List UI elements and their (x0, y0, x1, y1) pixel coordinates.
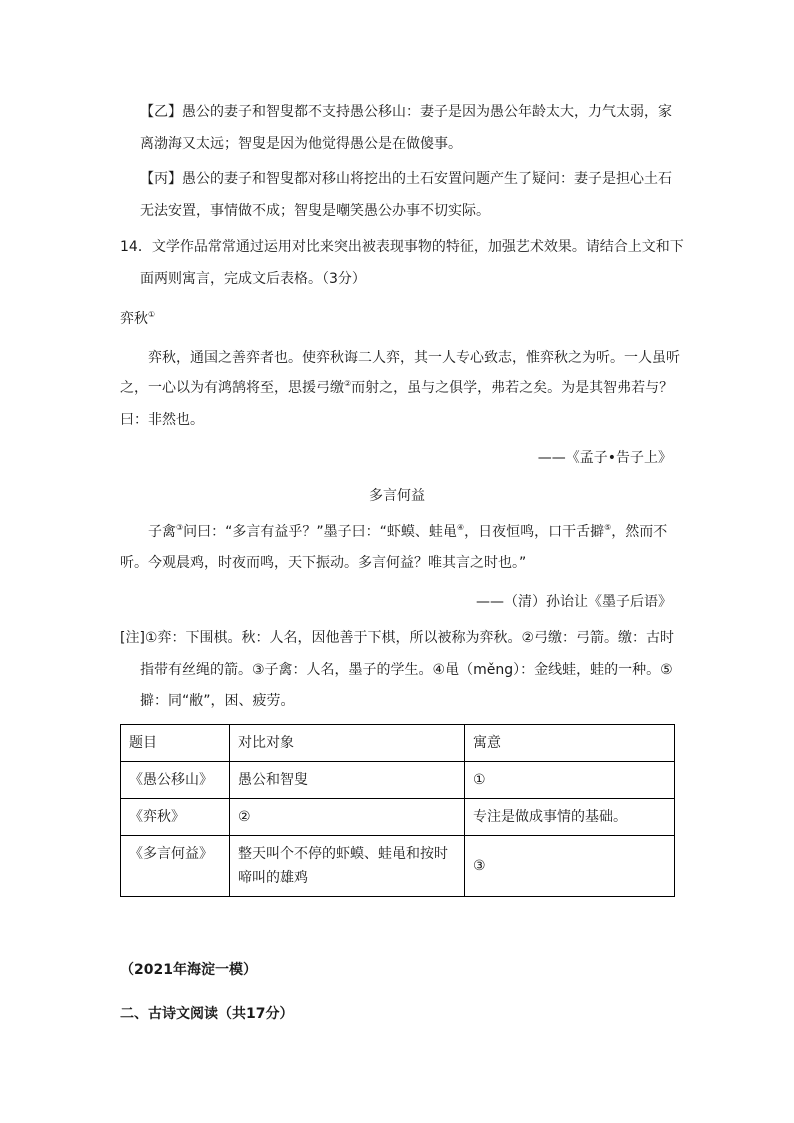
question-14-line2: 面两则寓言，完成文后表格。（3分） (140, 271, 366, 287)
option-yi-line2: 离渤海又太远；智叟是因为他觉得愚公是在做傻事。 (140, 136, 462, 152)
table-header-cell: 寓意 (465, 725, 675, 762)
footnote-marker: ④ (456, 523, 465, 532)
option-bing-line2: 无法安置，事情做不成；智叟是嘲笑愚公办事不切实际。 (140, 203, 490, 219)
table-row (121, 836, 675, 897)
table-row (121, 799, 675, 836)
passage-2-source: ——（清）孙诒让《墨子后语》 (476, 594, 672, 610)
footnote-marker: ⑤ (604, 523, 612, 532)
table-cell: 愚公和智叟 (230, 762, 465, 799)
passage-1-line2-part: 而射之，虽与之俱学，弗若之矣。为是其智弗若与？ (351, 380, 674, 396)
passage-1-line1: 弈秋，通国之善弈者也。使弈秋诲二人弈，其一人专心致志，惟弈秋之为听。一人虽听 (148, 350, 680, 366)
table-cell: ② (230, 799, 465, 836)
footnote-marker: ③ (176, 523, 184, 532)
section-heading: 二、古诗文阅读（共17分） (120, 1006, 294, 1022)
table-row (121, 762, 675, 799)
passage-2-line1-part: ，日夜恒鸣，口干舌擗 (464, 524, 605, 540)
passage-1-source: ——《孟子•告子上》 (537, 450, 672, 466)
passage-1-line2-part: 之，一心以为有鸿鹄将至，思援弓缴 (120, 380, 344, 396)
table-cell: 《弈秋》 (121, 799, 230, 836)
passage-1-line2 (120, 378, 673, 398)
comparison-table (120, 724, 675, 897)
table-cell: ① (465, 762, 675, 799)
option-bing-line1: 【丙】愚公的妻子和智叟都对移山将挖出的土石安置问题产生了疑问：妻子是担心土石 (140, 171, 672, 187)
passage-2-line2: 听。今观晨鸡，时夜而鸣，天下振动。多言何益？唯其言之时也。” (120, 555, 527, 571)
question-14-line1: 14．文学作品常常通过运用对比来突出被表现事物的特征，加强艺术效果。请结合上文和下 (120, 239, 684, 255)
notes-line2: 指带有丝绳的箭。③子禽：人名，墨子的学生。④黾（měng）：金线蛙，蛙的一种。⑤ (140, 662, 673, 678)
passage-1-title-text: 弈秋 (120, 311, 148, 327)
passage-2-line1-part: ，然而不 (611, 524, 668, 540)
notes-line3: 擗：同“敝”，困、疲劳。 (140, 693, 295, 709)
table-header-row (121, 725, 675, 762)
table-cell: ③ (465, 836, 675, 897)
passage-1-title (120, 309, 155, 329)
table-cell: 《愚公移山》 (121, 762, 230, 799)
table-cell: 整天叫个不停的虾蟆、蛙黾和按时啼叫的雄鸡 (230, 836, 465, 897)
exam-source-label: （2021年海淀一模） (120, 962, 257, 978)
passage-2-line1-part: 子禽 (148, 524, 176, 540)
notes-line1: [注]①弈：下围棋。秋：人名，因他善于下棋，所以被称为弈秋。②弓缴：弓箭。缴：古时 (120, 630, 675, 646)
passage-2-title: 多言何益 (369, 488, 425, 504)
option-yi-line1: 【乙】愚公的妻子和智叟都不支持愚公移山：妻子是因为愚公年龄太大，力气太弱，家 (140, 104, 672, 120)
footnote-marker: ① (148, 310, 156, 319)
table-header-cell: 题目 (121, 725, 230, 762)
table-header-cell: 对比对象 (230, 725, 465, 762)
passage-2-line1-part: 问曰：“多言有益乎？”墨子曰：“虾蟆、蛙黾 (183, 524, 457, 540)
passage-1-line3: 曰：非然也。 (120, 412, 204, 428)
table-cell: 《多言何益》 (121, 836, 230, 897)
passage-2-line1 (148, 522, 667, 542)
table-cell: 专注是做成事情的基础。 (465, 799, 675, 836)
footnote-marker: ② (344, 379, 352, 388)
